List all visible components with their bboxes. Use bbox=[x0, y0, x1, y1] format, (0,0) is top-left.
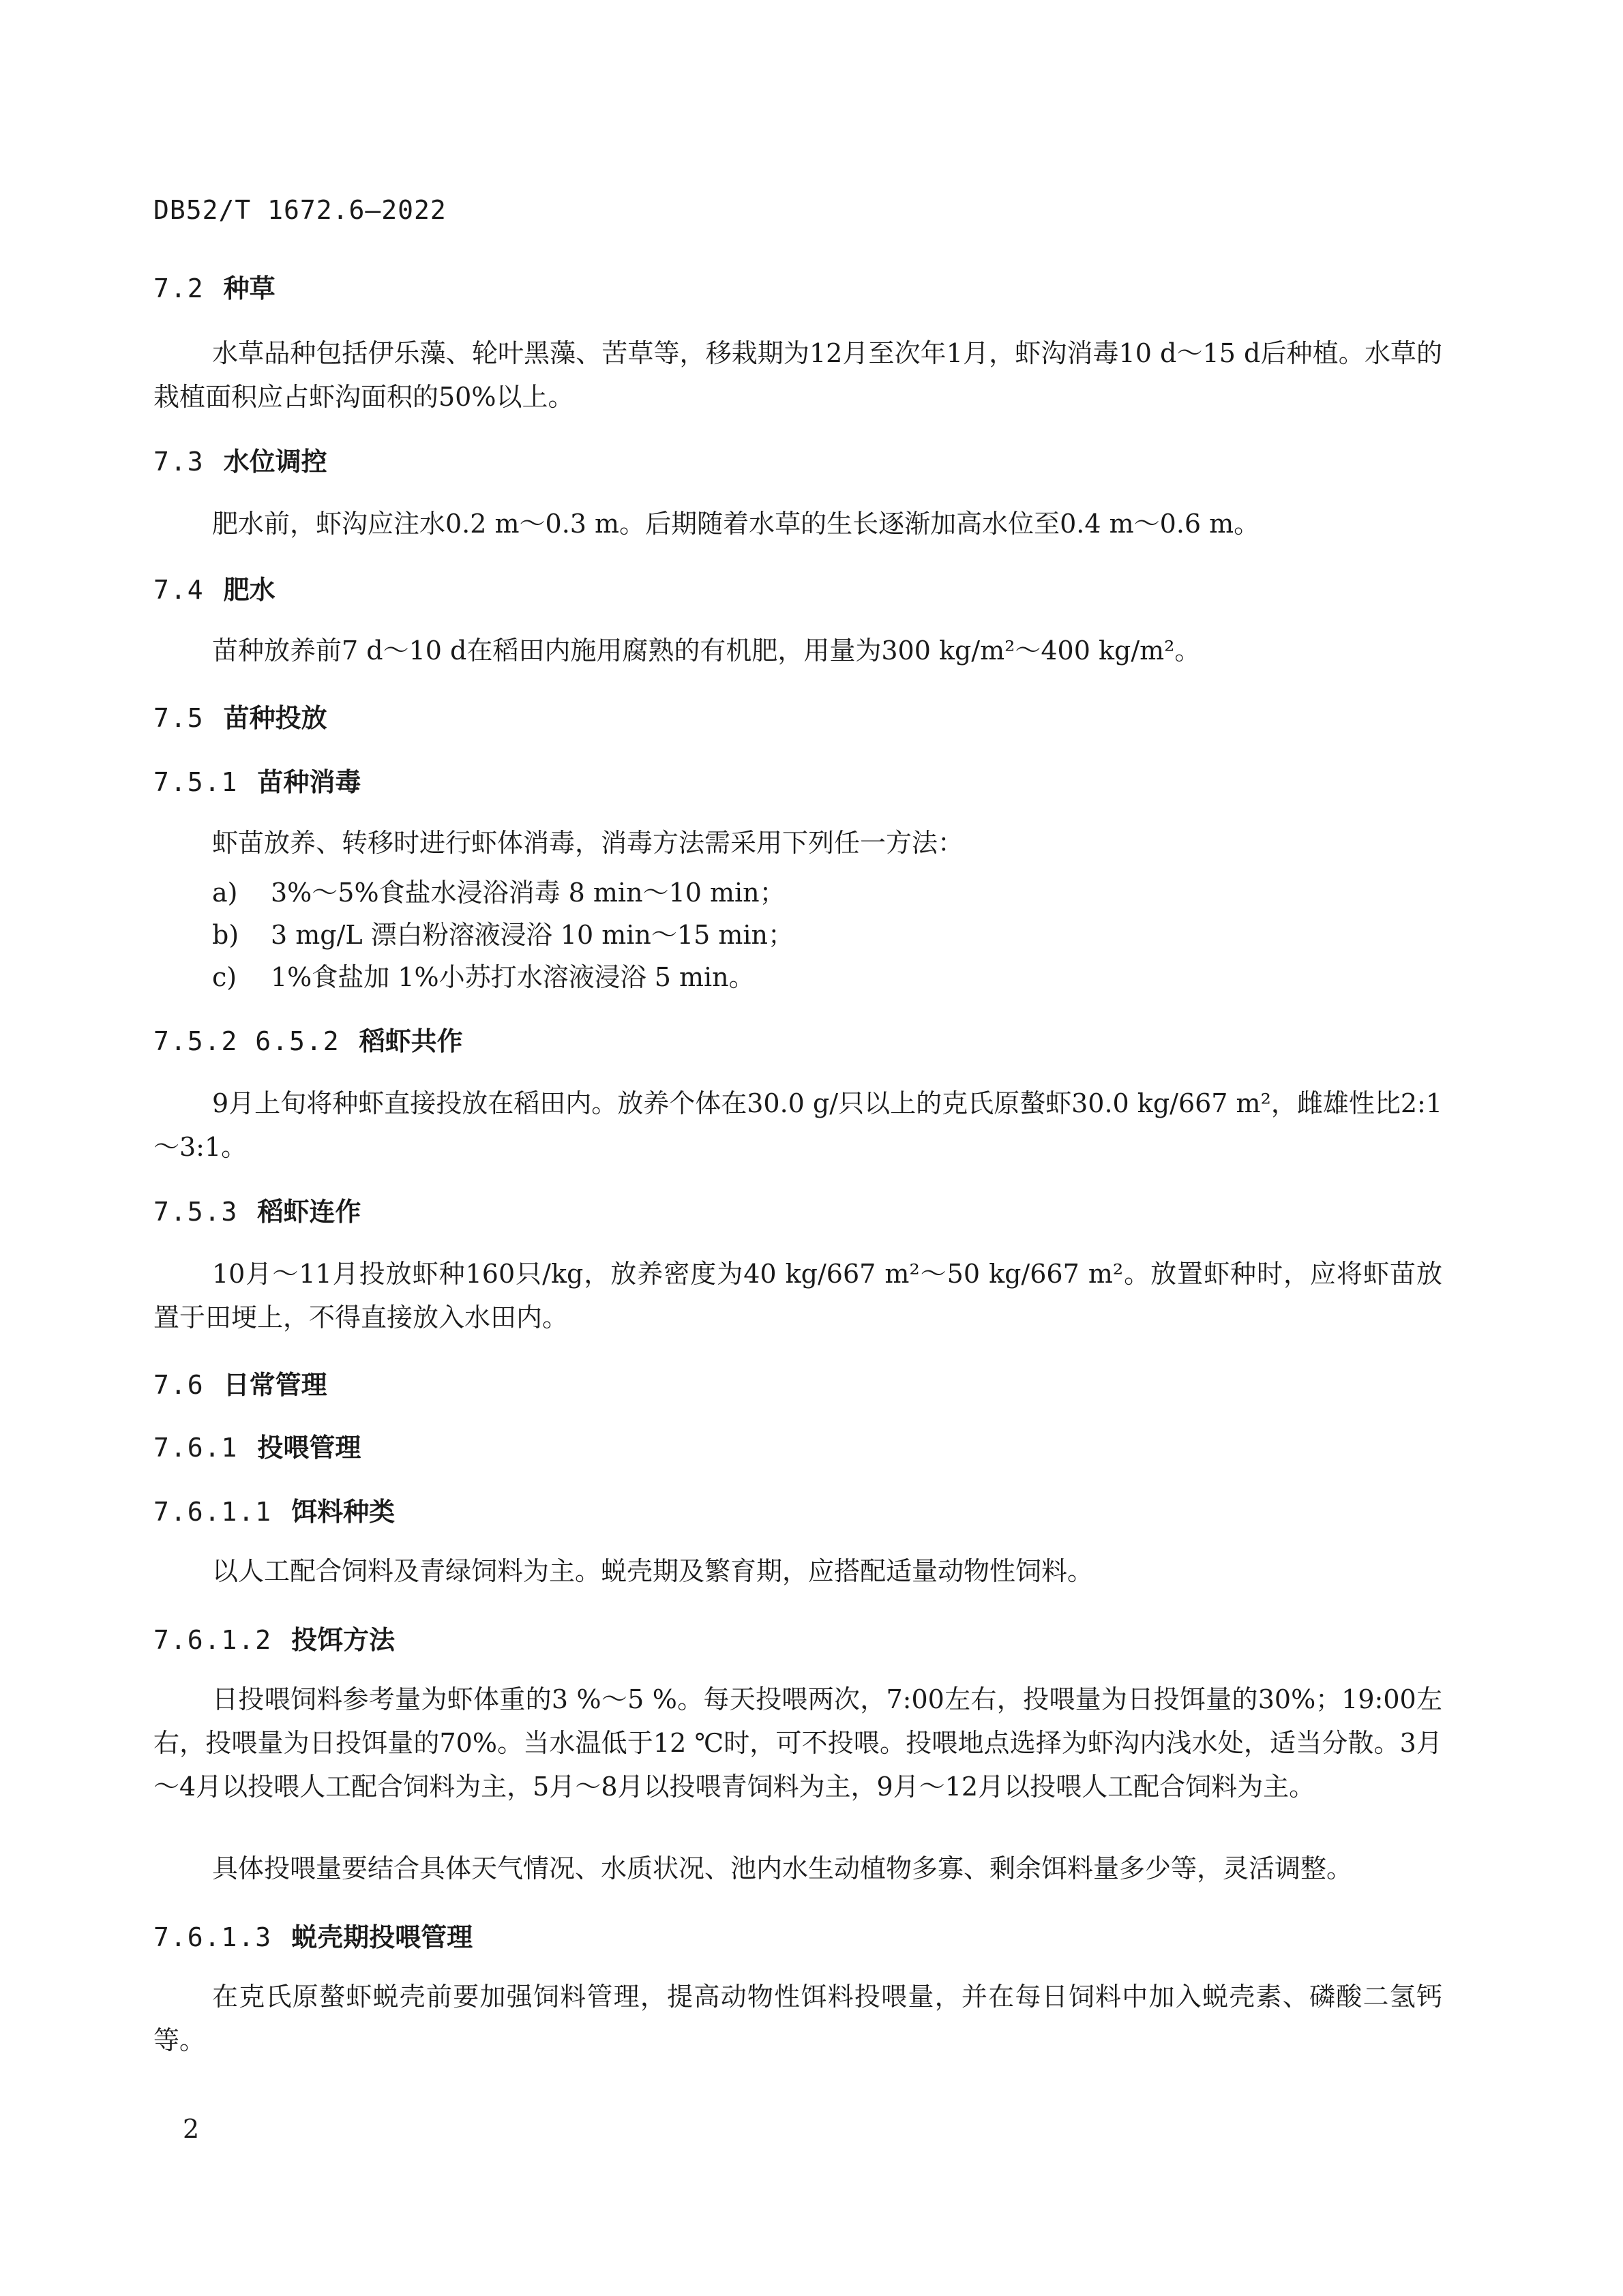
section-number: 7.5 bbox=[153, 703, 205, 733]
section-number: 7.4 bbox=[153, 575, 205, 605]
section-title: 肥水 bbox=[223, 575, 276, 605]
section-title: 投饵方法 bbox=[291, 1625, 396, 1655]
paragraph-7-4: 苗种放养前7 d～10 d在稻田内施用腐熟的有机肥，用量为300 kg/m²～400 kg/m²。 bbox=[212, 636, 1201, 666]
section-heading-7-6-1-3 bbox=[153, 1916, 473, 1954]
section-title: 水位调控 bbox=[223, 447, 327, 477]
section-number: 7.5.1 bbox=[153, 767, 239, 797]
section-number: 7.6.1 bbox=[153, 1433, 239, 1463]
section-number: 7.5.2 6.5.2 bbox=[153, 1026, 340, 1056]
section-title: 种草 bbox=[223, 273, 276, 303]
section-title: 蜕壳期投喂管理 bbox=[291, 1922, 473, 1952]
paragraph-7-6-1-2a: 日投喂饲料参考量为虾体重的3 %～5 %。每天投喂两次，7:00左右，投喂量为日投饵量的30%；19:00左右，投喂量为日投饵量的70%。当水温低于12 ℃时，可不投喂。投喂地点选择为虾沟内浅水处，适当分散。3月～4月以投喂人工配合饲料为主，5月～8月以投喂青饲料为主，9月～12月以投喂人工配合饲料为主。 bbox=[153, 1684, 1442, 1802]
section-heading-7-6-1-1 bbox=[153, 1491, 395, 1528]
section-title: 苗种消毒 bbox=[257, 767, 361, 797]
list-marker: c) bbox=[212, 962, 237, 992]
section-heading-7-6-1 bbox=[153, 1427, 361, 1464]
section-heading-7-6-1-2 bbox=[153, 1619, 395, 1656]
paragraph-7-6-1-3: 在克氏原螯虾蜕壳前要加强饲料管理，提高动物性饵料投喂量，并在每日饲料中加入蜕壳素、磷酸二氢钙等。 bbox=[153, 1982, 1442, 2055]
list-marker: a) bbox=[212, 878, 238, 908]
section-number: 7.6.1.1 bbox=[153, 1497, 273, 1527]
standard-code: DB52/T 1672.6—2022 bbox=[153, 195, 447, 225]
list-text: 1%食盐加 1%小苏打水溶液浸浴 5 min。 bbox=[271, 962, 755, 992]
paragraph-7-6-1-2b: 具体投喂量要结合具体天气情况、水质状况、池内水生动植物多寡、剩余饵料量多少等，灵活调整。 bbox=[212, 1853, 1353, 1883]
section-number: 7.6.1.3 bbox=[153, 1922, 273, 1952]
list-text: 3 mg/L 漂白粉溶液浸浴 10 min～15 min； bbox=[271, 920, 794, 950]
section-heading-7-2 bbox=[153, 267, 276, 305]
section-heading-7-3 bbox=[153, 441, 327, 478]
paragraph-7-2: 水草品种包括伊乐藻、轮叶黑藻、苦草等，移栽期为12月至次年1月，虾沟消毒10 d～15 d后种植。水草的栽植面积应占虾沟面积的50%以上。 bbox=[153, 338, 1442, 412]
list-item bbox=[212, 956, 755, 994]
section-title: 稻虾共作 bbox=[359, 1026, 463, 1056]
list-text: 3%～5%食盐水浸浴消毒 8 min～10 min； bbox=[271, 878, 786, 908]
section-title: 投喂管理 bbox=[257, 1433, 361, 1463]
paragraph-7-6-1-1: 以人工配合饲料及青绿饲料为主。蜕壳期及繁育期，应搭配适量动物性饲料。 bbox=[212, 1556, 1094, 1586]
section-heading-7-4 bbox=[153, 569, 276, 606]
section-heading-7-6 bbox=[153, 1364, 327, 1401]
section-number: 7.6.1.2 bbox=[153, 1625, 273, 1655]
section-heading-7-5 bbox=[153, 697, 327, 734]
section-title: 日常管理 bbox=[223, 1370, 327, 1400]
paragraph-7-5-3: 10月～11月投放虾种160只/kg，放养密度为40 kg/667 m²～50 kg/667 m²。放置虾种时，应将虾苗放置于田埂上，不得直接放入水田内。 bbox=[153, 1259, 1442, 1332]
section-heading-7-5-1 bbox=[153, 761, 361, 799]
section-title: 饵料种类 bbox=[291, 1497, 396, 1527]
page-number: 2 bbox=[183, 2114, 200, 2144]
list-item bbox=[212, 871, 786, 909]
section-title: 稻虾连作 bbox=[257, 1197, 361, 1227]
paragraph-7-3: 肥水前，虾沟应注水0.2 m～0.3 m。后期随着水草的生长逐渐加高水位至0.4 m～0.6 m。 bbox=[212, 509, 1260, 539]
paragraph-7-5-2: 9月上旬将种虾直接投放在稻田内。放养个体在30.0 g/只以上的克氏原螯虾30.0 kg/667 m²，雌雄性比2:1～3:1。 bbox=[153, 1088, 1442, 1162]
list-marker: b) bbox=[212, 920, 239, 950]
section-heading-7-5-2 bbox=[153, 1020, 463, 1058]
section-number: 7.5.3 bbox=[153, 1197, 239, 1227]
section-number: 7.6 bbox=[153, 1370, 205, 1400]
section-title: 苗种投放 bbox=[223, 703, 327, 733]
section-heading-7-5-3 bbox=[153, 1191, 361, 1228]
section-number: 7.3 bbox=[153, 447, 205, 477]
list-item bbox=[212, 914, 794, 951]
paragraph-7-5-1: 虾苗放养、转移时进行虾体消毒，消毒方法需采用下列任一方法： bbox=[212, 828, 964, 858]
section-number: 7.2 bbox=[153, 273, 205, 303]
